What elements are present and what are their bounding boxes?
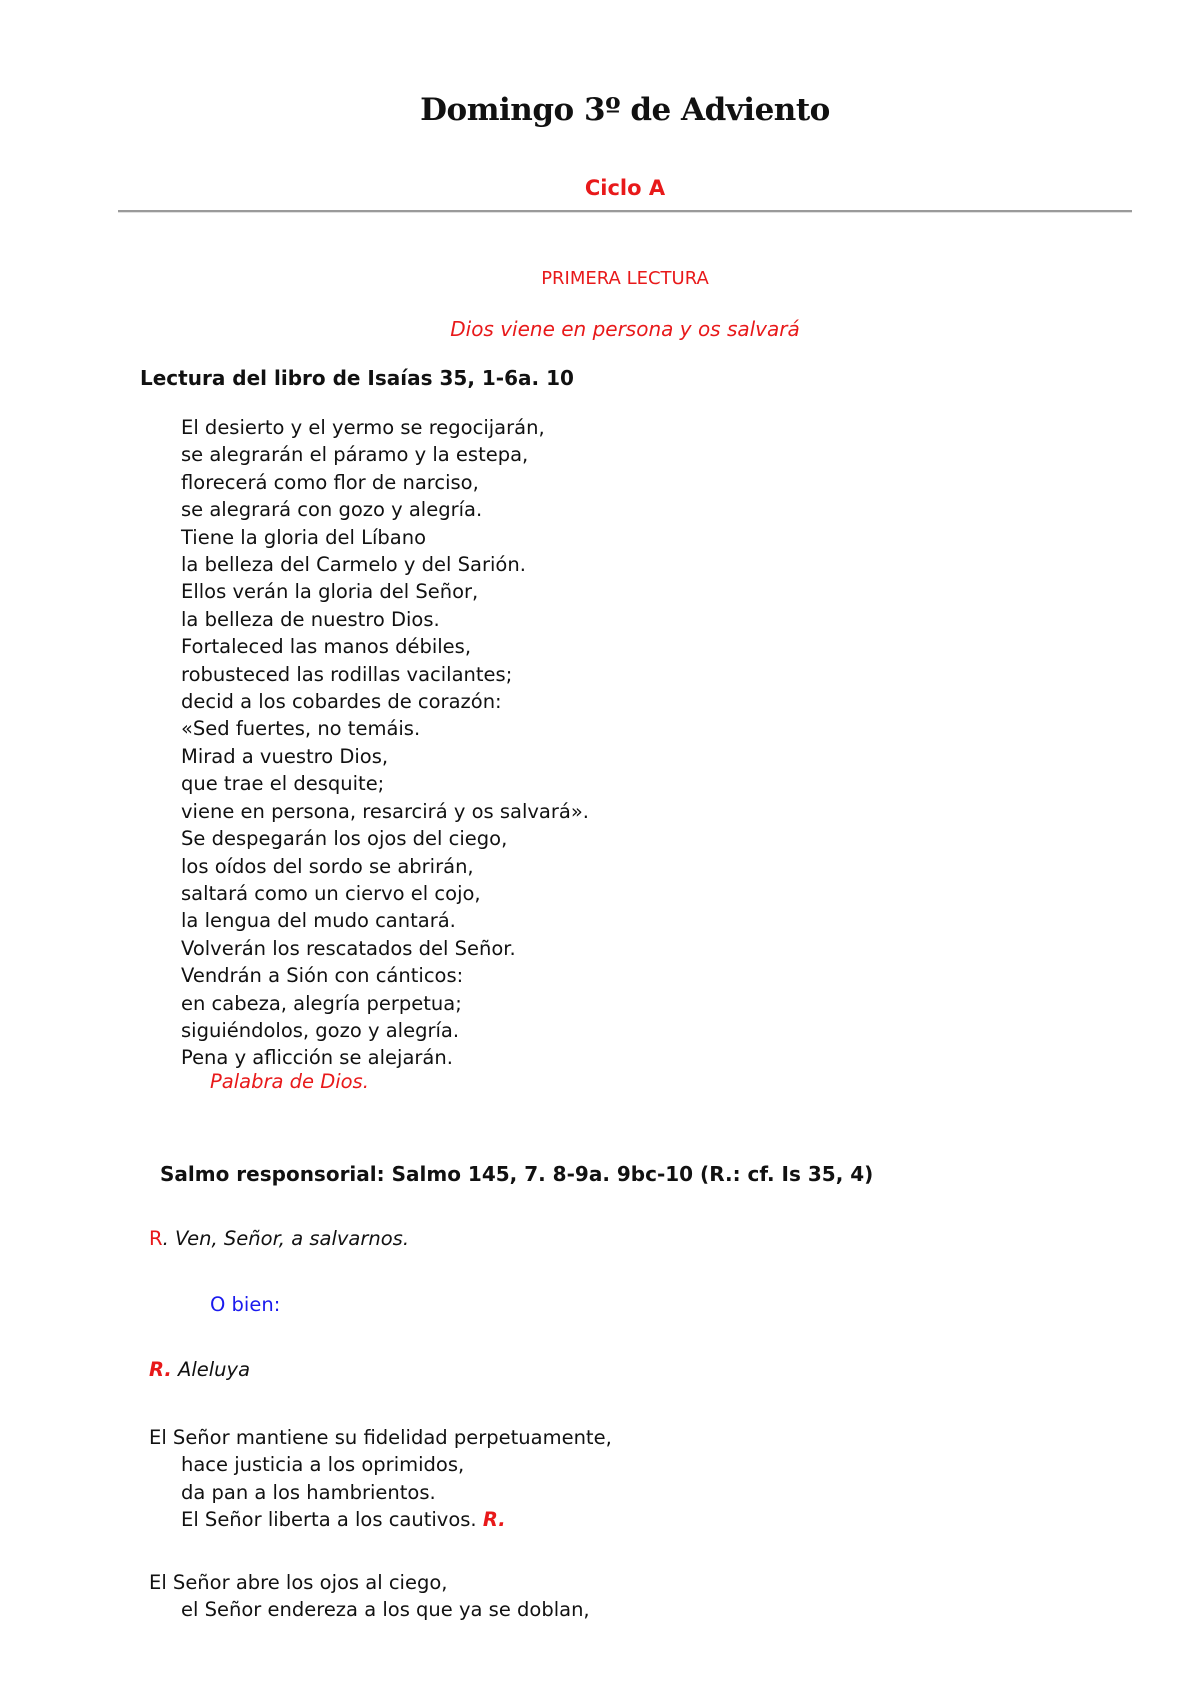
stanza-line: el Señor endereza a los que ya se doblan,	[181, 1598, 590, 1622]
response-text: . Ven, Señor, a salvarnos.	[162, 1227, 410, 1250]
stanza-line	[149, 1506, 612, 1533]
stanza-line: da pan a los hambrientos.	[181, 1480, 436, 1504]
verse-line: la belleza de nuestro Dios.	[181, 607, 440, 631]
verse-line: Se despegarán los ojos del ciego,	[181, 827, 508, 851]
verse-line: Pena y aflicción se alejarán.	[181, 1046, 453, 1070]
reading-subtitle: Dios viene en persona y os salvará	[450, 317, 800, 341]
verse-line: viene en persona, resarcirá y os salvará».	[181, 799, 589, 823]
horizontal-divider	[118, 210, 1132, 213]
verse-line: Fortaleced las manos débiles,	[181, 635, 472, 659]
psalm-stanza	[149, 1424, 612, 1534]
stanza-response-mark: R.	[482, 1508, 506, 1532]
psalm-alt-response	[149, 1358, 250, 1381]
verse-line: la lengua del mudo cantará.	[181, 909, 456, 933]
verse-line: saltará como un ciervo el cojo,	[181, 881, 481, 905]
verse-line: Ellos verán la gloria del Señor,	[181, 580, 479, 604]
reading-verses	[181, 414, 589, 1072]
verse-line: El desierto y el yermo se regocijarán,	[181, 416, 545, 439]
stanza-line: El Señor mantiene su fidelidad perpetuamente,	[149, 1426, 612, 1449]
verse-line: robusteced las rodillas vacilantes;	[181, 662, 513, 686]
verse-line: Mirad a vuestro Dios,	[181, 744, 389, 768]
verse-line: «Sed fuertes, no temáis.	[181, 717, 421, 741]
verse-line: la belleza del Carmelo y del Sarión.	[181, 553, 526, 577]
reading-closing: Palabra de Dios.	[210, 1070, 369, 1093]
section-heading-first-reading: PRIMERA LECTURA	[541, 268, 709, 289]
verse-line: Vendrán a Sión con cánticos:	[181, 964, 464, 988]
alt-response-text: Aleluya	[171, 1358, 251, 1381]
psalm-reference: Salmo responsorial: Salmo 145, 7. 8-9a. 9bc-10 (R.: cf. Is 35, 4)	[160, 1162, 874, 1186]
verse-line: siguiéndolos, gozo y alegría.	[181, 1018, 460, 1042]
stanza-line: El Señor abre los ojos al ciego,	[149, 1571, 448, 1594]
psalm-response	[149, 1227, 409, 1250]
verse-line: decid a los cobardes de corazón:	[181, 690, 502, 714]
verse-line: Tiene la gloria del Líbano	[181, 525, 427, 549]
verse-line: en cabeza, alegría perpetua;	[181, 991, 462, 1015]
verse-line: que trae el desquite;	[181, 772, 385, 796]
psalm-stanza	[149, 1569, 590, 1624]
alt-response-mark: R.	[149, 1358, 172, 1381]
response-mark: R	[149, 1227, 163, 1250]
verse-line: florecerá como flor de narciso,	[181, 470, 479, 494]
verse-line: se alegrarán el páramo y la estepa,	[181, 443, 529, 467]
page-title: Domingo 3º de Adviento	[420, 92, 830, 128]
stanza-line: hace justicia a los oprimidos,	[181, 1453, 465, 1477]
stanza-line-text: El Señor liberta a los cautivos.	[181, 1508, 477, 1532]
verse-line: los oídos del sordo se abrirán,	[181, 854, 474, 878]
reading-reference: Lectura del libro de Isaías 35, 1-6a. 10	[140, 366, 574, 390]
or-else-note: O bien:	[210, 1293, 281, 1316]
verse-line: se alegrará con gozo y alegría.	[181, 498, 483, 522]
verse-line: Volverán los rescatados del Señor.	[181, 936, 516, 960]
liturgical-cycle: Ciclo A	[584, 176, 666, 200]
